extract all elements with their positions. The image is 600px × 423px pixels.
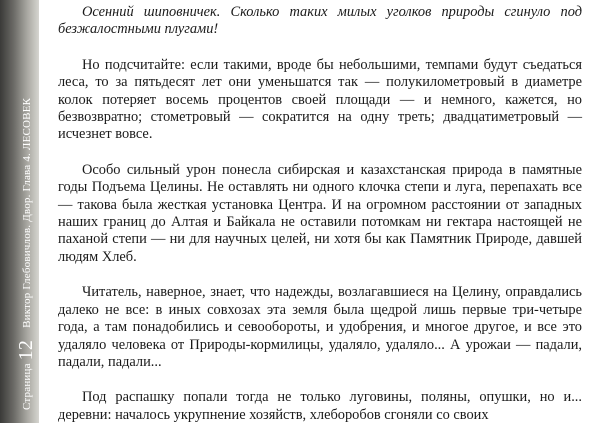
paragraph-2: Но подсчитайте: если такими, вроде бы небольшими, темпами будут съедаться леса, то за пятьдесят лет они уменьшатся так — полукилометровый в диаметре колок потеряет восемь процентов своей площади — и немного, кажется, но безвозвратно; стометровый — сократится на одну треть; двадцатиметровый — исчезнет вовсе.: [58, 56, 582, 143]
side-caption: [15, 30, 37, 410]
paragraph-3: Особо сильный урон понесла сибирская и казахстанская природа в памятные годы Подъема Целины. Не оставлять ни одного клочка степи и луга, перепахать все — такова была жесткая установка Центра. И на огромном расстоянии от западных наших границ до Алтая и Байкала не оставили потомкам ни гектара настоящей не паханой степи — ни для научных целей, ни хотя бы как Памятник Природе, давшей людям Хлеб.: [58, 161, 582, 265]
paragraph-1: Осенний шиповничек. Сколько таких милых уголков природы сгинуло под безжалостными плугами!: [58, 4, 582, 38]
page-number: 12: [15, 339, 37, 361]
text-body: [58, 4, 582, 423]
page-label: Страница: [21, 363, 33, 410]
paragraph-4: Читатель, наверное, знает, что надежды, возлагавшиеся на Целину, оправдались далеко не все: в иных совхозах эта земля была щедрой лишь первые три-четыре года, а там понадобились и севообороты, и удобрения, и многое другое, и все это удаляло человека от Природы-кормилицы, удаляло, удаляло... А урожаи — падали, падали, падали...: [58, 284, 582, 370]
book-info: Виктор Глебовичлов. Двор. Глава 4. ЛЕСОВЕК: [21, 97, 33, 328]
paragraph-5: Под распашку попали тогда не только луговины, поляны, опушки, но и... деревни: началось укрупнение хозяйств, хлеборобов сгоняли со своих: [58, 389, 582, 423]
side-strip: [0, 0, 39, 423]
